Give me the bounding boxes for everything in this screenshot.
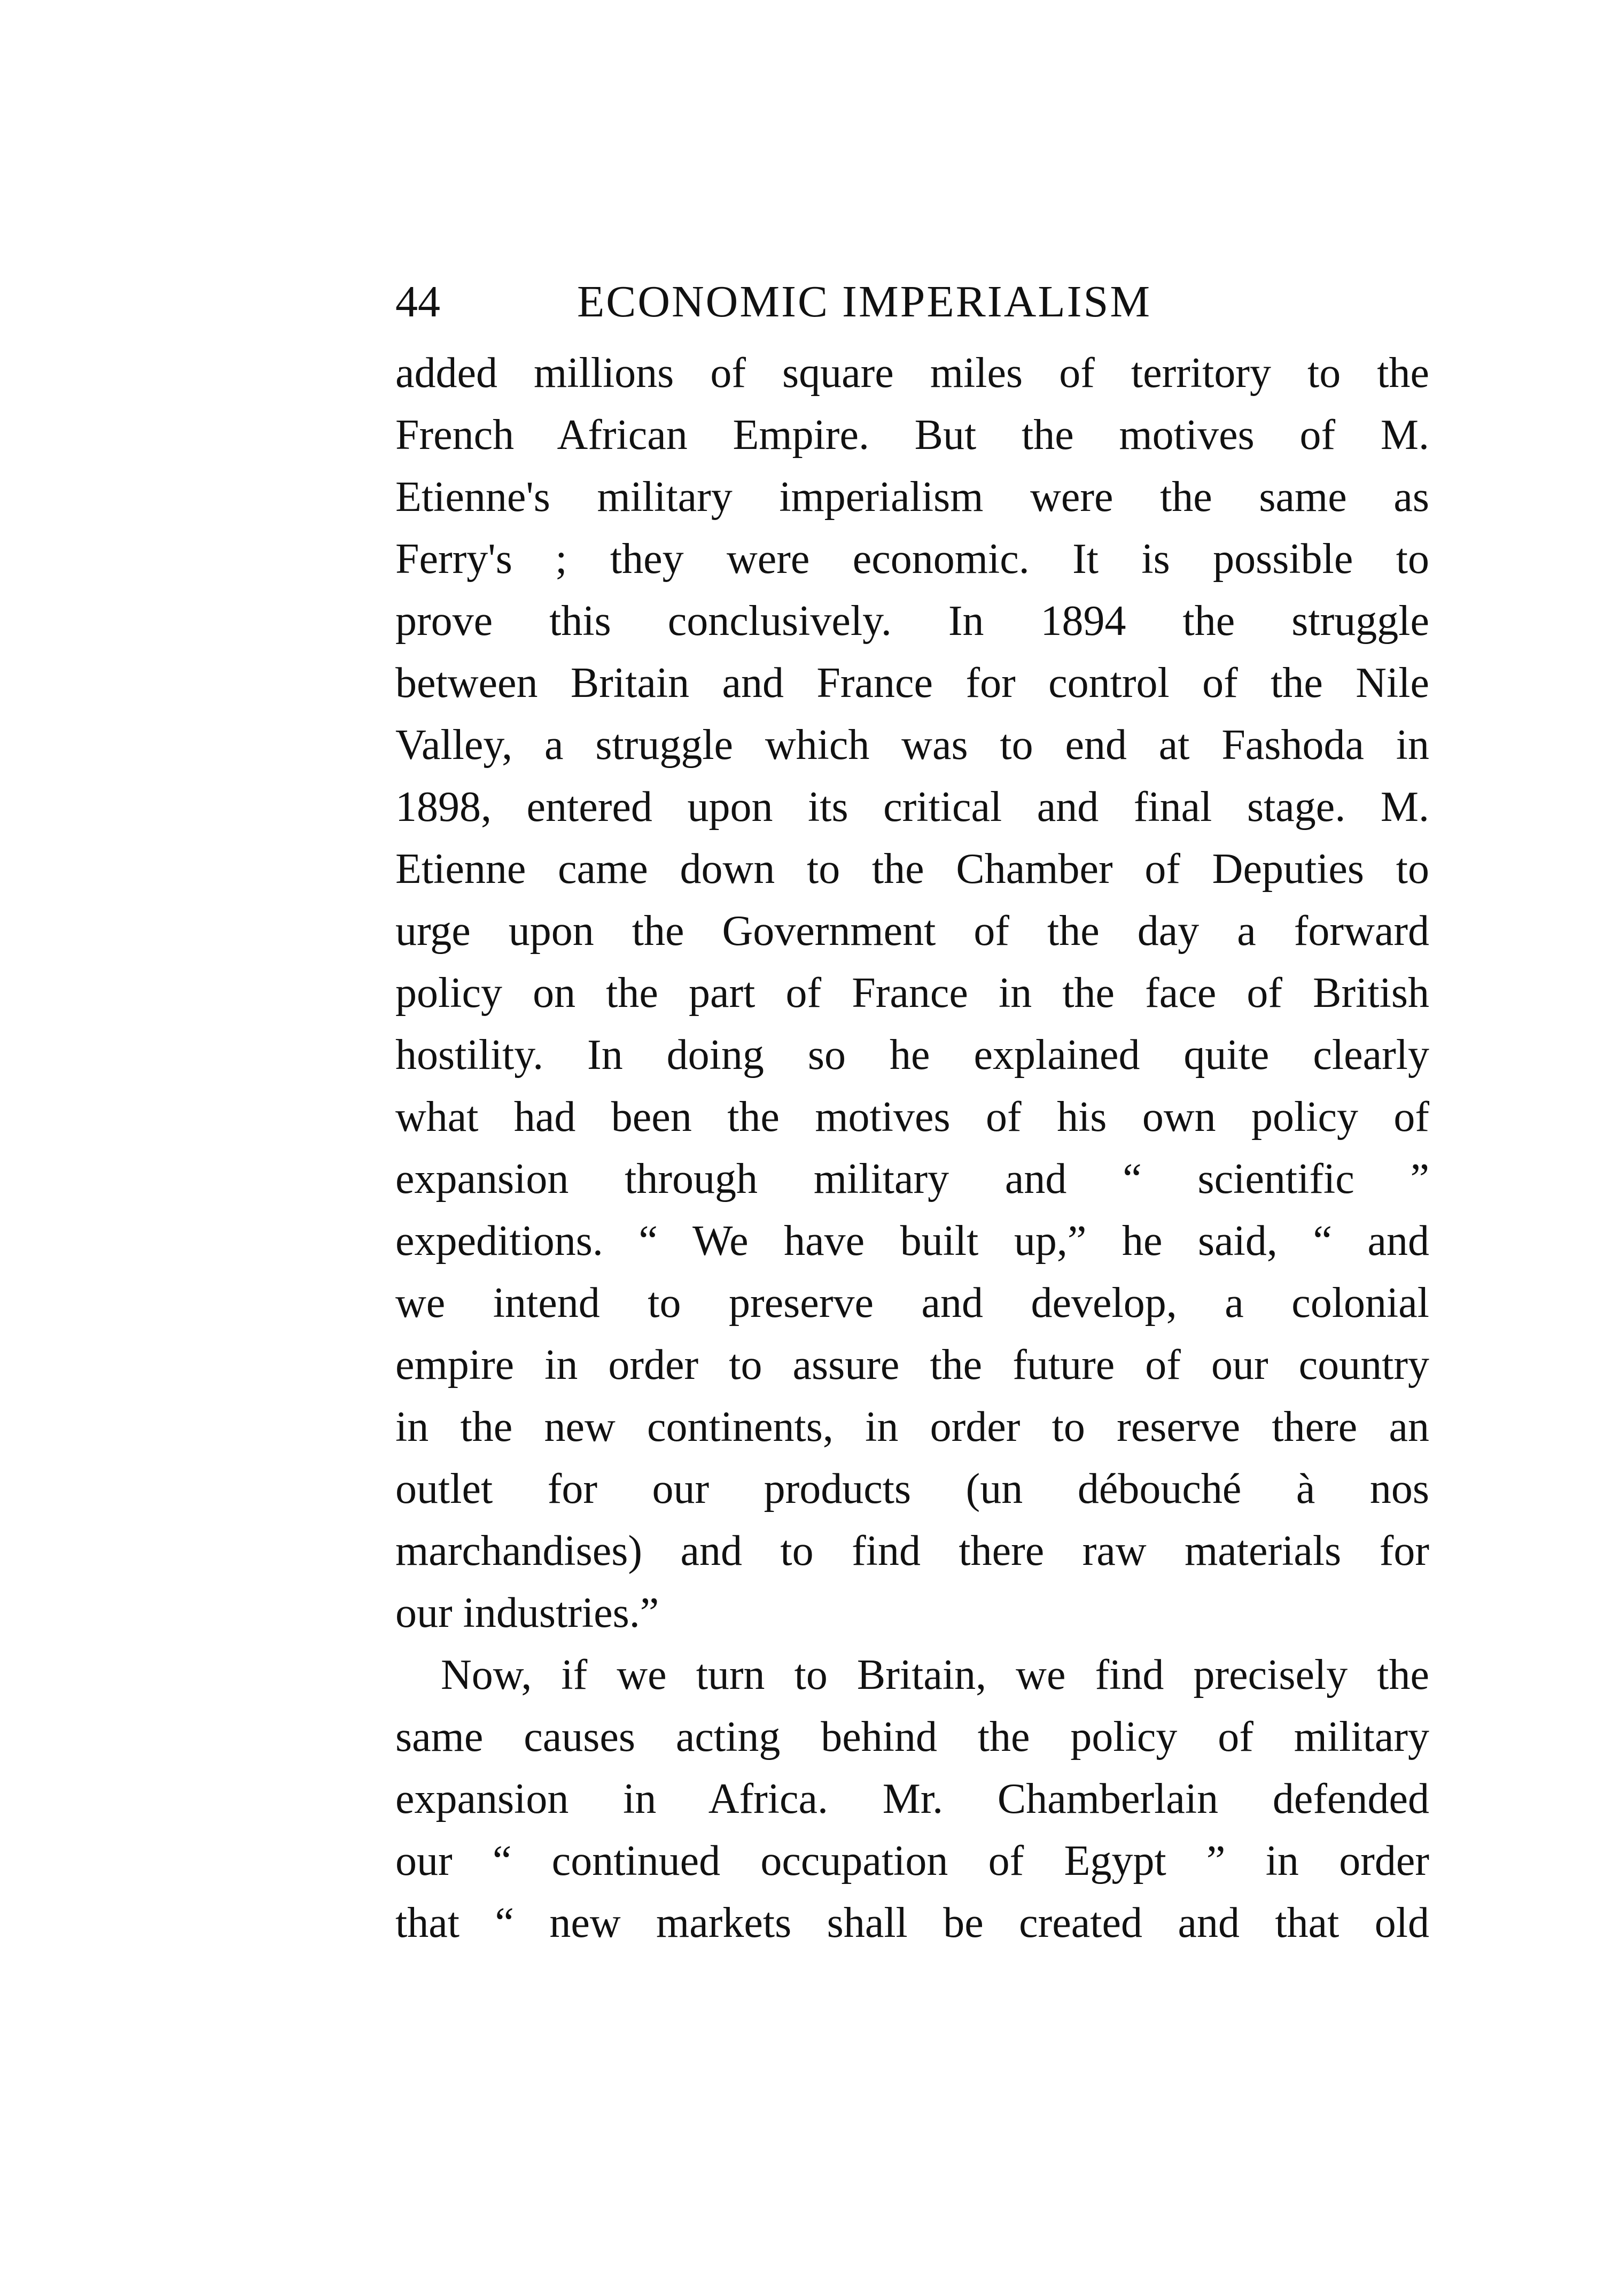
text-line: that “ new markets shall be created and that old: [395, 1899, 1429, 1946]
text-line: expeditions. “ We have built up,” he said, “ and: [395, 1217, 1429, 1265]
running-head: ECONOMIC IMPERIALISM: [577, 277, 1152, 327]
text-line: we intend to preserve and develop, a colonial: [395, 1279, 1429, 1327]
text-line: Now, if we turn to Britain, we find precisely the: [441, 1651, 1429, 1698]
text-line: outlet for our products (un débouché à nos: [395, 1465, 1429, 1512]
text-line: same causes acting behind the policy of military: [395, 1713, 1429, 1760]
text-line: our industries.”: [395, 1589, 659, 1636]
text-line: Etienne came down to the Chamber of Deputies to: [395, 846, 1429, 893]
page-header: [395, 267, 1443, 337]
text-line: French African Empire. But the motives of M.: [395, 412, 1429, 459]
text-line: Etienne's military imperialism were the same as: [395, 474, 1429, 521]
text-line: in the new continents, in order to reserve there an: [395, 1403, 1429, 1450]
text-line: prove this conclusively. In 1894 the struggle: [395, 598, 1429, 645]
page-number: 44: [395, 277, 440, 327]
text-line: expansion in Africa. Mr. Chamberlain defended: [395, 1775, 1429, 1822]
paragraph: [395, 342, 1429, 1644]
text-line: Valley, a struggle which was to end at Fashoda in: [395, 722, 1429, 769]
text-line: marchandises) and to find there raw materials for: [395, 1527, 1429, 1574]
text-line: Ferry's ; they were economic. It is possible to: [395, 536, 1429, 583]
text-line: hostility. In doing so he explained quite clearly: [395, 1031, 1429, 1079]
text-line: empire in order to assure the future of our country: [395, 1341, 1429, 1389]
text-line: urge upon the Government of the day a forward: [395, 907, 1429, 955]
text-line: added millions of square miles of territory to the: [395, 350, 1429, 397]
text-line: what had been the motives of his own policy of: [395, 1093, 1429, 1141]
paragraph: [395, 1644, 1429, 1954]
text-line: policy on the part of France in the face of British: [395, 969, 1429, 1017]
text-line: between Britain and France for control of the Nile: [395, 660, 1429, 707]
text-line: 1898, entered upon its critical and final stage. M.: [395, 784, 1429, 831]
body-text: [395, 342, 1429, 1954]
text-line: our “ continued occupation of Egypt ” in order: [395, 1837, 1429, 1884]
text-line: expansion through military and “ scientific ”: [395, 1155, 1429, 1203]
